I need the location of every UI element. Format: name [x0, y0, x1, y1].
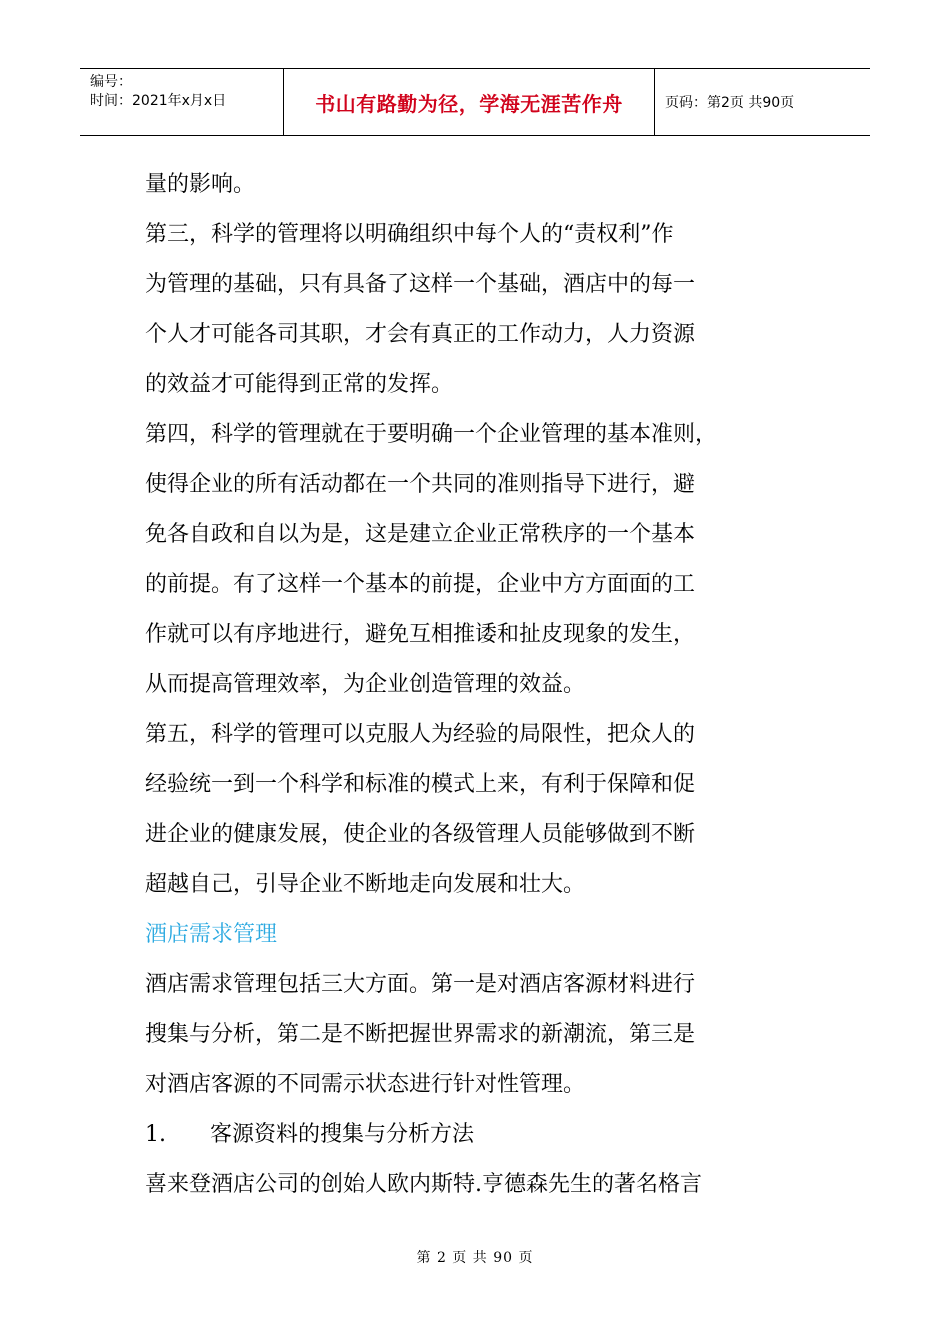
- header-motto: 书山有路勤为径，学海无涯苦作舟: [283, 69, 655, 135]
- item-text: 客源资料的搜集与分析方法: [210, 1122, 475, 1147]
- body-line: 第四，科学的管理就在于要明确一个企业管理的基本准则，: [145, 422, 718, 447]
- body-line: 作就可以有序地进行，避免互相推诿和扯皮现象的发生，: [145, 622, 696, 647]
- section-heading[interactable]: 酒店需求管理: [145, 922, 278, 947]
- page-footer: 第 2 页 共 90 页: [416, 1250, 534, 1266]
- body-line: 超越自己，引导企业不断地走向发展和壮大。: [145, 872, 586, 897]
- body-line: 进企业的健康发展，使企业的各级管理人员能够做到不断: [145, 822, 696, 847]
- body-line: 喜来登酒店公司的创始人欧内斯特.亨德森先生的著名格言: [145, 1172, 702, 1197]
- body-line: 使得企业的所有活动都在一个共同的准则指导下进行，避: [145, 472, 696, 497]
- body-line: 量的影响。: [145, 172, 256, 197]
- body-line: 个人才可能各司其职，才会有真正的工作动力，人力资源: [145, 322, 696, 347]
- document-number-label: 编号：: [90, 74, 132, 90]
- body-line: 搜集与分析，第二是不断把握世界需求的新潮流，第三是: [145, 1022, 696, 1047]
- body-line: 第五，科学的管理可以克服人为经验的局限性，把众人的: [145, 722, 696, 747]
- body-line: 酒店需求管理包括三大方面。第一是对酒店客源材料进行: [145, 972, 696, 997]
- body-line: 为管理的基础，只有具备了这样一个基础，酒店中的每一: [145, 272, 696, 297]
- body-line: 对酒店客源的不同需示状态进行针对性管理。: [145, 1072, 586, 1097]
- header-meta: [80, 69, 283, 135]
- item-number: 1.: [145, 1122, 166, 1147]
- body-line: 免各自政和自以为是，这是建立企业正常秩序的一个基本: [145, 522, 696, 547]
- body-line: 的效益才可能得到正常的发挥。: [145, 372, 454, 397]
- document-date-label: 时间：2021年x月x日: [90, 93, 227, 109]
- document-body: [145, 160, 815, 1210]
- header-page-info: 页码：第2页 共90页: [665, 95, 795, 111]
- page-header: [80, 68, 870, 136]
- numbered-item: [145, 1110, 815, 1160]
- body-line: 从而提高管理效率，为企业创造管理的效益。: [145, 672, 586, 697]
- body-line: 的前提。有了这样一个基本的前提，企业中方方面面的工: [145, 572, 696, 597]
- body-line: 第三，科学的管理将以明确组织中每个人的“责权利”作: [145, 222, 674, 247]
- body-line: 经验统一到一个科学和标准的模式上来，有利于保障和促: [145, 772, 696, 797]
